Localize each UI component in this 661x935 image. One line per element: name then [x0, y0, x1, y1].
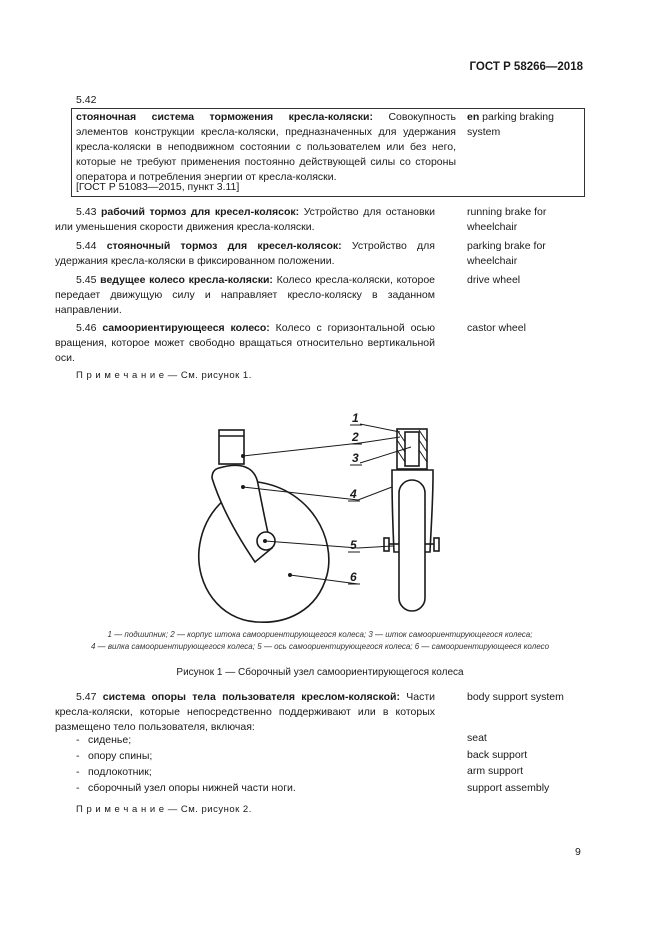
body-support-list — [76, 733, 456, 797]
callout-5: 5 — [350, 538, 357, 552]
term-definition-5-47 — [55, 690, 435, 735]
english-term: parking braking system — [467, 111, 554, 138]
entry-number-5-42: 5.42 — [76, 94, 97, 106]
figure-legend-line-1: 1 — подшипник; 2 — корпус штока самоориентирующегося колеса; 3 — шток самоориентирующегося колеса; — [107, 630, 533, 639]
callout-2: 2 — [352, 430, 359, 444]
document-header: ГОСТ Р 58266—2018 — [469, 61, 583, 73]
english-term-5-46: castor wheel — [467, 322, 526, 334]
leader-dot-4 — [242, 486, 245, 489]
list-item: - сборочный узел опоры нижней части ноги. — [76, 781, 456, 797]
term-text: Колесо кресла-коляски, которое передает движущую силу и направляет кресло-коляску в заданном направлении. — [55, 274, 435, 316]
term-text: Совокупность элементов конструкции кресла-коляски, предназначенных для удержания кресла-коляски в неподвижном состоянии с пользователем или без него, которые не требуют применения постоянно действующей силы со стороны оператора и потребления энергии от кресла-коляски. — [76, 111, 456, 183]
entry-number: 5.43 — [76, 206, 97, 218]
term-source: [ГОСТ Р 51083—2015, пункт 3.11] — [76, 181, 240, 193]
leader-dot-2 — [242, 455, 245, 458]
stem-front — [405, 432, 419, 466]
term-text: Части кресла-коляски, которые непосредственно поддерживают или в которых размещено тело пользователя, включая: — [55, 691, 435, 733]
body-support-english-list — [467, 730, 587, 796]
axle-nut-right — [434, 538, 439, 551]
axle-nut-left — [384, 538, 389, 551]
list-item: - опору спины; — [76, 749, 456, 765]
term-name: стояночная система торможения кресла-коляски: — [76, 111, 373, 123]
entry-number: 5.44 — [76, 240, 97, 252]
entry-number: 5.45 — [76, 274, 97, 286]
stem-housing-side — [219, 430, 244, 464]
callout-1: 1 — [352, 411, 359, 425]
term-name: стояночный тормоз для кресел-колясок: — [106, 240, 342, 252]
list-item-en: support assembly — [467, 781, 550, 794]
note-figure-1: П р и м е ч а н и е — См. рисунок 1. — [76, 370, 252, 381]
entry-number: 5.46 — [76, 322, 97, 334]
note-figure-2: П р и м е ч а н и е — См. рисунок 2. — [76, 804, 252, 815]
english-term-5-45: drive wheel — [467, 274, 521, 286]
leader-dot-5 — [264, 540, 267, 543]
figure-legend-line-2: 4 — вилка самоориентирующегося колеса; 5 — ось самоориентирующегося колеса; 6 — самоориентирующееся колесо — [90, 642, 550, 651]
leader-dot-6 — [289, 574, 292, 577]
entry-number: 5.47 — [76, 691, 97, 703]
english-term-5-43: running brake for wheelchair — [467, 206, 547, 233]
list-item-en: seat — [467, 732, 487, 744]
list-item-en: back support — [467, 748, 528, 761]
figure-caption: Рисунок 1 — Сборочный узел самоориентирующегося колеса — [176, 667, 464, 678]
term-name: ведущее колесо кресла-коляски: — [100, 274, 273, 286]
term-name: система опоры тела пользователя креслом-коляской: — [102, 691, 400, 703]
list-item-en: arm support — [467, 765, 524, 777]
callout-3: 3 — [352, 451, 359, 465]
term-text: Колесо с горизонтальной осью вращения, которое может свободно вращаться относительно вертикальной оси. — [55, 322, 435, 364]
term-name: рабочий тормоз для кресел-колясок: — [101, 206, 300, 218]
language-code: en — [467, 111, 480, 123]
callout-4: 4 — [350, 487, 357, 501]
wheel-front — [399, 480, 425, 611]
list-item: - подлокотник; — [76, 765, 456, 781]
term-text: Устройство для остановки или уменьшения скорости движения кресла-коляски. — [55, 206, 436, 233]
term-text: Устройство для удержания кресла-коляски в фиксированном положении. — [55, 240, 435, 267]
list-item: - сиденье; — [76, 733, 456, 749]
english-term-5-44: parking brake for wheelchair — [467, 240, 546, 267]
term-name: самоориентирующееся колесо: — [102, 322, 270, 334]
callout-6: 6 — [350, 570, 357, 584]
page-number: 9 — [575, 846, 581, 858]
english-term-5-47: body support system — [467, 691, 564, 703]
